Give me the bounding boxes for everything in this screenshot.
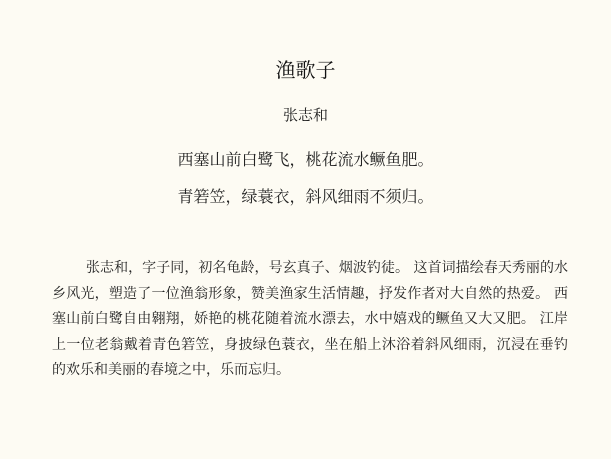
poem-line-1: 西塞山前白鹭飞，桃花流水鳜鱼肥。 bbox=[177, 150, 434, 169]
poem-author: 张志和 bbox=[282, 106, 328, 124]
commentary-paragraph: 张志和，字子同，初名龟龄，号玄真子、烟波钓徒。 这首词描绘春天秀丽的水乡风光，塑造了一位渔翁形象，赞美渔家生活情趣，抒发作者对大自然的热爱。 西塞山前白鹭自由翱翔，娇艳的桃花随着流水漂去，水中嬉戏的鳜鱼又大又肥。 江岸上一位老翁戴着青色箬笠，身披绿色蓑衣，坐在船上沐浴着斜风细雨，沉浸在垂钓的欢乐和美丽的春境之中，乐而忘归。 bbox=[52, 260, 568, 379]
poem-title: 渔歌子 bbox=[275, 58, 336, 82]
poem-line-2: 青箬笠，绿蓑衣，斜风细雨不须归。 bbox=[177, 187, 434, 206]
